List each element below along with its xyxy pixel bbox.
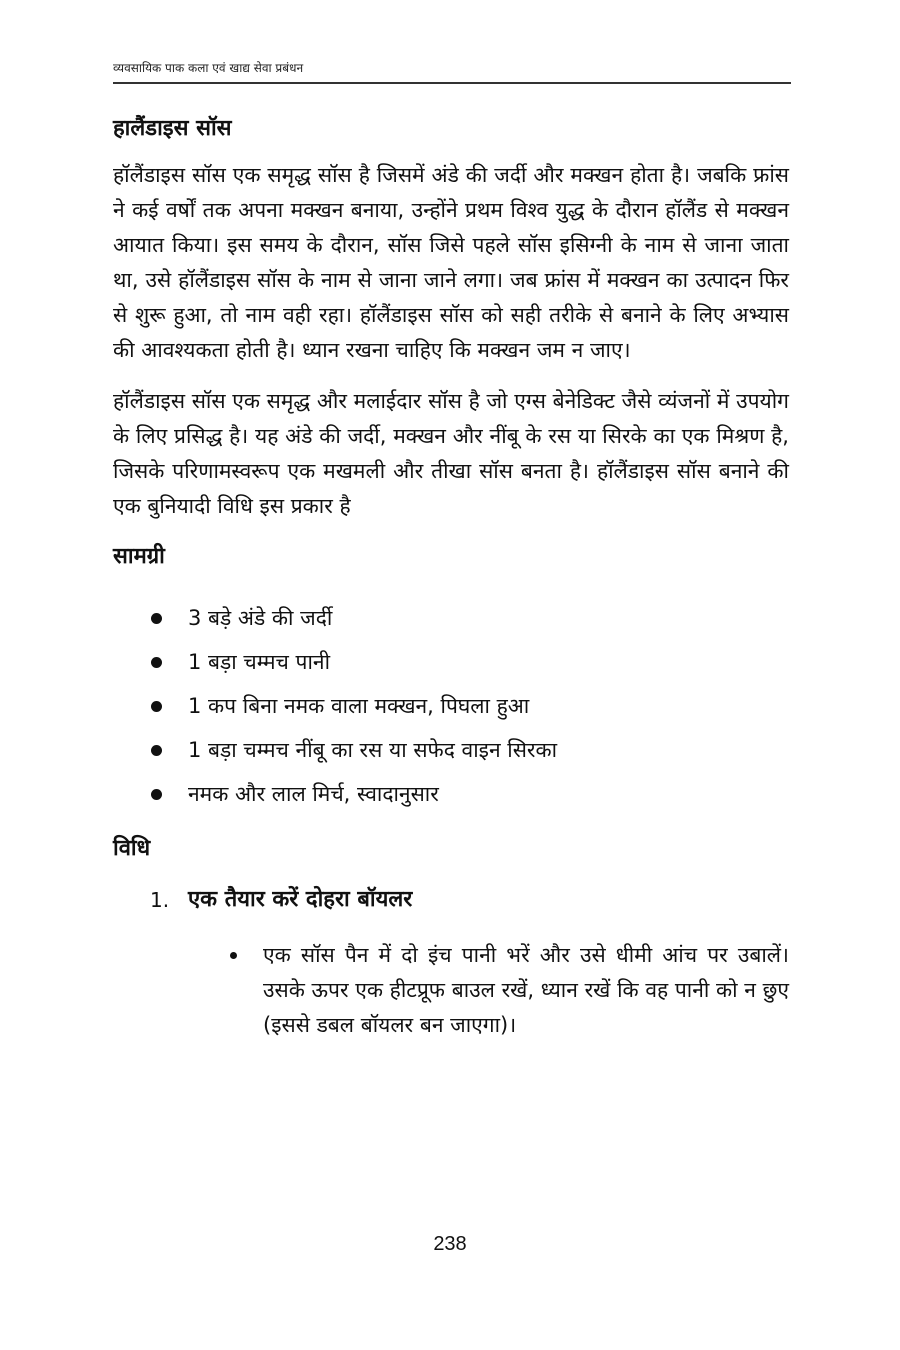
step-points-list (113, 938, 789, 1043)
list-item (113, 640, 789, 684)
bullet-icon (151, 613, 162, 624)
step-number: 1. (150, 888, 170, 912)
ingredient-text: नमक और लाल मिर्च, स्वादानुसार (188, 782, 439, 806)
header-divider (113, 82, 791, 84)
ingredient-text: 3 बड़े अंडे की जर्दी (188, 606, 333, 630)
bullet-icon (151, 657, 162, 668)
ingredients-title: सामग्री (113, 544, 165, 569)
section-title: हालैंडाइस सॉस (113, 116, 232, 141)
list-item (113, 728, 789, 772)
list-item (113, 772, 789, 816)
paragraph-description: हॉलैंडाइस सॉस एक समृद्ध और मलाईदार सॉस है जो एग्स बेनेडिक्ट जैसे व्यंजनों में उपयोग के लिए प्रसिद्ध है। यह अंडे की जर्दी, मक्खन और नींबू के रस या सिरके का एक मिश्रण है, जिसके परिणामस्वरूप एक मखमली और तीखा सॉस बनता है। हॉलैंडाइस सॉस बनाने की एक बुनियादी विधि इस प्रकार है (113, 389, 789, 518)
ingredients-list (113, 596, 789, 816)
method-title: विधि (113, 836, 151, 861)
bullet-icon (151, 701, 162, 712)
method-step (113, 882, 789, 918)
list-item (113, 596, 789, 640)
ingredient-text: 1 कप बिना नमक वाला मक्खन, पिघला हुआ (188, 694, 530, 718)
page-content (113, 112, 789, 1043)
page-number: 238 (433, 1233, 467, 1255)
list-item (113, 938, 789, 1043)
running-header: व्यवसायिक पाक कला एवं खाद्य सेवा प्रबंधन (113, 61, 304, 75)
bullet-icon (151, 745, 162, 756)
bullet-icon (151, 789, 162, 800)
step-point-text: एक सॉस पैन में दो इंच पानी भरें और उसे धीमी आंच पर उबालें। उसके ऊपर एक हीटप्रूफ बाउल रखें, ध्यान रखें कि वह पानी को न छुए (इससे डबल बॉयलर बन जाएगा)। (263, 943, 789, 1037)
paragraph-history: हॉलैंडाइस सॉस एक समृद्ध सॉस है जिसमें अंडे की जर्दी और मक्खन होता है। जबकि फ्रांस ने कई वर्षों तक अपना मक्खन बनाया, उन्होंने प्रथम विश्व युद्ध के दौरान हॉलैंड से मक्खन आयात किया। इस समय के दौरान, सॉस जिसे पहले सॉस इसिग्नी के नाम से जाना जाता था, उसे हॉलैंडाइस सॉस के नाम से जाना जाने लगा। जब फ्रांस में मक्खन का उत्पादन फिर से शुरू हुआ, तो नाम वही रहा। हॉलैंडाइस सॉस को सही तरीके से बनाने के लिए अभ्यास की आवश्यकता होती है। ध्यान रखना चाहिए कि मक्खन जम न जाए। (113, 163, 789, 362)
ingredient-text: 1 बड़ा चम्मच नींबू का रस या सफेद वाइन सिरका (188, 738, 558, 762)
step-title: एक तैयार करें दोहरा बॉयलर (188, 887, 413, 912)
bullet-icon (230, 952, 237, 959)
list-item (113, 684, 789, 728)
ingredient-text: 1 बड़ा चम्मच पानी (188, 650, 331, 674)
